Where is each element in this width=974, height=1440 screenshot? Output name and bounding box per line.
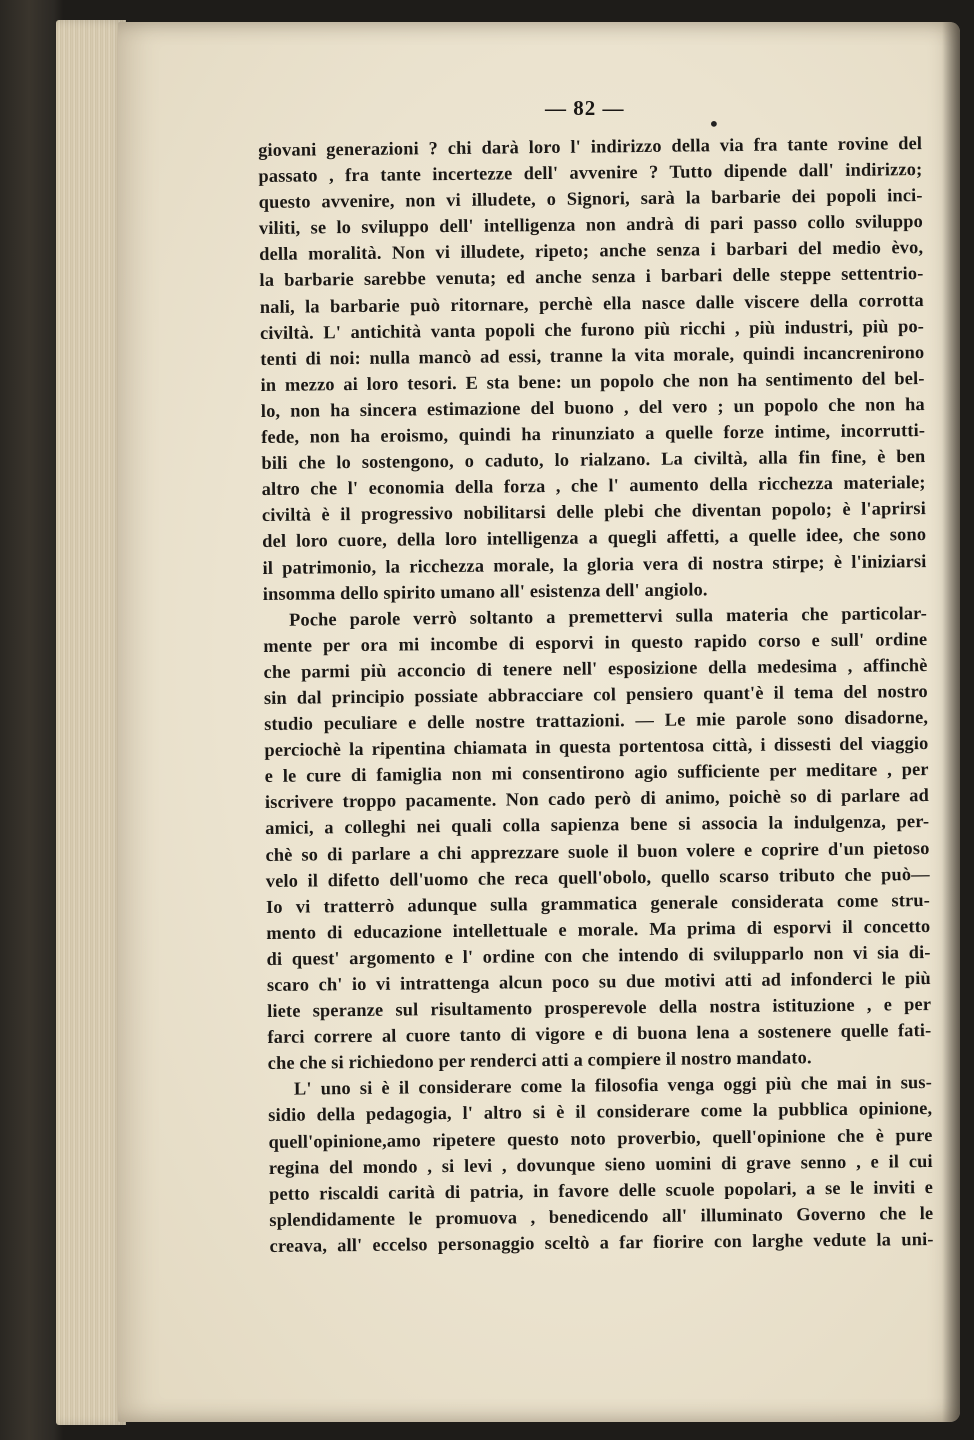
text-line: liete speranze sul risultamento prosperevole della nostra istituzione , e per [267, 994, 932, 1022]
text-line: giovani generazioni ? chi darà loro l' indirizzo della via fra tante rovine del [258, 133, 923, 160]
text-line: farci correre al cuore tanto di vigore e di buona lena a sostenere quelle fati- [267, 1020, 932, 1048]
text-line: nali, la barbarie può ritornare, perchè ella nasce dalle viscere della corrotta [259, 289, 924, 317]
text-line: del loro cuore, della loro intelligenza a quegli affetti, a quelle idee, che sono [262, 524, 927, 552]
text-line: che che si richiedono per renderci atti a compiere il nostro mandato. [267, 1047, 812, 1074]
text-line: amici, a colleghi nei quali colla sapienza bene si associa la indulgenza, per- [265, 811, 930, 839]
text-line: chè so di parlare a chi apprezzare suole il buon volere e coprire d'un pietoso [265, 837, 930, 865]
text-line: velo il difetto dell'uomo che reca quell'obolo, quello scarso tributo che può— [265, 863, 930, 891]
text-line: viliti, se lo sviluppo dell' intelligenza non andrà di pari passo collo sviluppo [258, 211, 924, 239]
text-line: civiltà. L' antichità vanta popoli che furono più ricchi , più industri, più po- [259, 315, 925, 343]
text-line: Poche parole verrò soltanto a premettervi sulla materia che particolar- [288, 602, 928, 630]
text-line: iscrivere troppo pacamente. Non cado però di animo, poichè so di parlare ad [264, 785, 930, 813]
text-line: creava, all' eccelso personaggio sceltò a far fiorire con larghe vedute la uni- [269, 1228, 934, 1256]
text-line: Io vi tratterrò adunque sulla grammatica generale considerata come stru- [265, 889, 931, 917]
ink-dot: • [708, 112, 720, 136]
text-line: che parmi più acconcio di tenere nell' esposizione della medesima , affinchè [263, 654, 928, 682]
text-line: bili che lo sostengono, o caduto, lo rialzano. La civiltà, alla fin fine, è ben [261, 446, 926, 474]
text-line: di quest' argomento e l' ordine con che intendo di svilupparlo non vi sia di- [266, 941, 931, 969]
text-line: splendidamente le promuova , benedicendo all' illuminato Governo che le [269, 1202, 934, 1230]
page-edges [56, 20, 126, 1425]
text-line: scaro ch' io vi intrattenga alcun poco su due motivi atti ad infonderci le più [266, 968, 931, 995]
text-line: mente per ora mi incombe di esporvi in questo rapido corso e sull' ordine [263, 628, 928, 656]
text-line: petto riscaldi carità di patria, in favore delle scuole popolari, a se le inviti e [268, 1176, 934, 1204]
text-line: altro che l' economia della forza , che l' aumento della ricchezza materiale; [261, 472, 926, 500]
text-line: L' uno si è il considerare come la filosofia venga oggi più che mai in sus- [293, 1072, 933, 1100]
text-line: lo, non ha sincera estimazione del buono , del vero ; un popolo che non ha [260, 393, 925, 421]
text-line: civiltà è il progressivo nobilitarsi delle plebi che diventan popolo; è l'aprirsi [261, 498, 927, 526]
page-gutter-shadow [942, 22, 960, 1422]
page-number: — 82 — [545, 96, 625, 120]
text-line: sin dal principio possiate abbracciare col pensiero quant'è il tema del nostro [263, 680, 928, 708]
text-line: mento di educazione intellettuale e morale. Ma prima di esporvi il concetto [266, 915, 931, 943]
text-line: in mezzo ai loro tesori. E sta bene: un popolo che non ha sentimento del bel- [260, 367, 925, 395]
text-line: il patrimonio, la ricchezza morale, la gloria vera di nostra stirpe; è l'iniziarsi [262, 550, 927, 578]
text-line: quell'opinione,amo ripetere questo noto proverbio, quell'opinione che è pure [268, 1124, 933, 1152]
paragraph [258, 130, 927, 607]
text-line: e le cure di famiglia non mi consentirono agio sufficiente per meditare , per [264, 759, 929, 787]
text-line: la barbarie sarebbe venuta; ed anche senza i barbari delle steppe settentrio- [259, 263, 924, 291]
text-line: studio peculiare e delle nostre trattazioni. — Le mie parole sono disadorne, [264, 707, 929, 735]
text-line: passato , fra tante incertezze dell' avvenire ? Tutto dipende dall' indirizzo; [258, 159, 923, 187]
text-line: della moralità. Non vi illudete, ripeto; anche senza i barbari del medio èvo, [259, 237, 924, 265]
text-line: questo avvenire, non vi illudete, o Signori, sarà la barbarie dei popoli inci- [258, 185, 923, 213]
text-line: regina del mondo , si levi , dovunque sieno uomini di grave senno , e il cui [268, 1150, 933, 1178]
text-line: tenti di noi: nulla mancò ad essi, tranne la vita morale, quindi incancrenirono [260, 341, 925, 369]
text-line: insomma dello spirito umano all' esistenza dell' angiolo. [262, 578, 708, 604]
paragraph [268, 1069, 934, 1259]
paragraph [263, 600, 932, 1077]
body-text [258, 130, 934, 1259]
text-line: perciochè la ripentina chiamata in questa portentosa città, i dissesti del viaggio [264, 733, 929, 761]
text-line: sidio della pedagogia, l' altro si è il considerare come la pubblica opinione, [268, 1098, 933, 1126]
text-line: fede, non ha eroismo, quindi ha rinunziato a quelle forze intime, incorrutti- [261, 420, 926, 448]
